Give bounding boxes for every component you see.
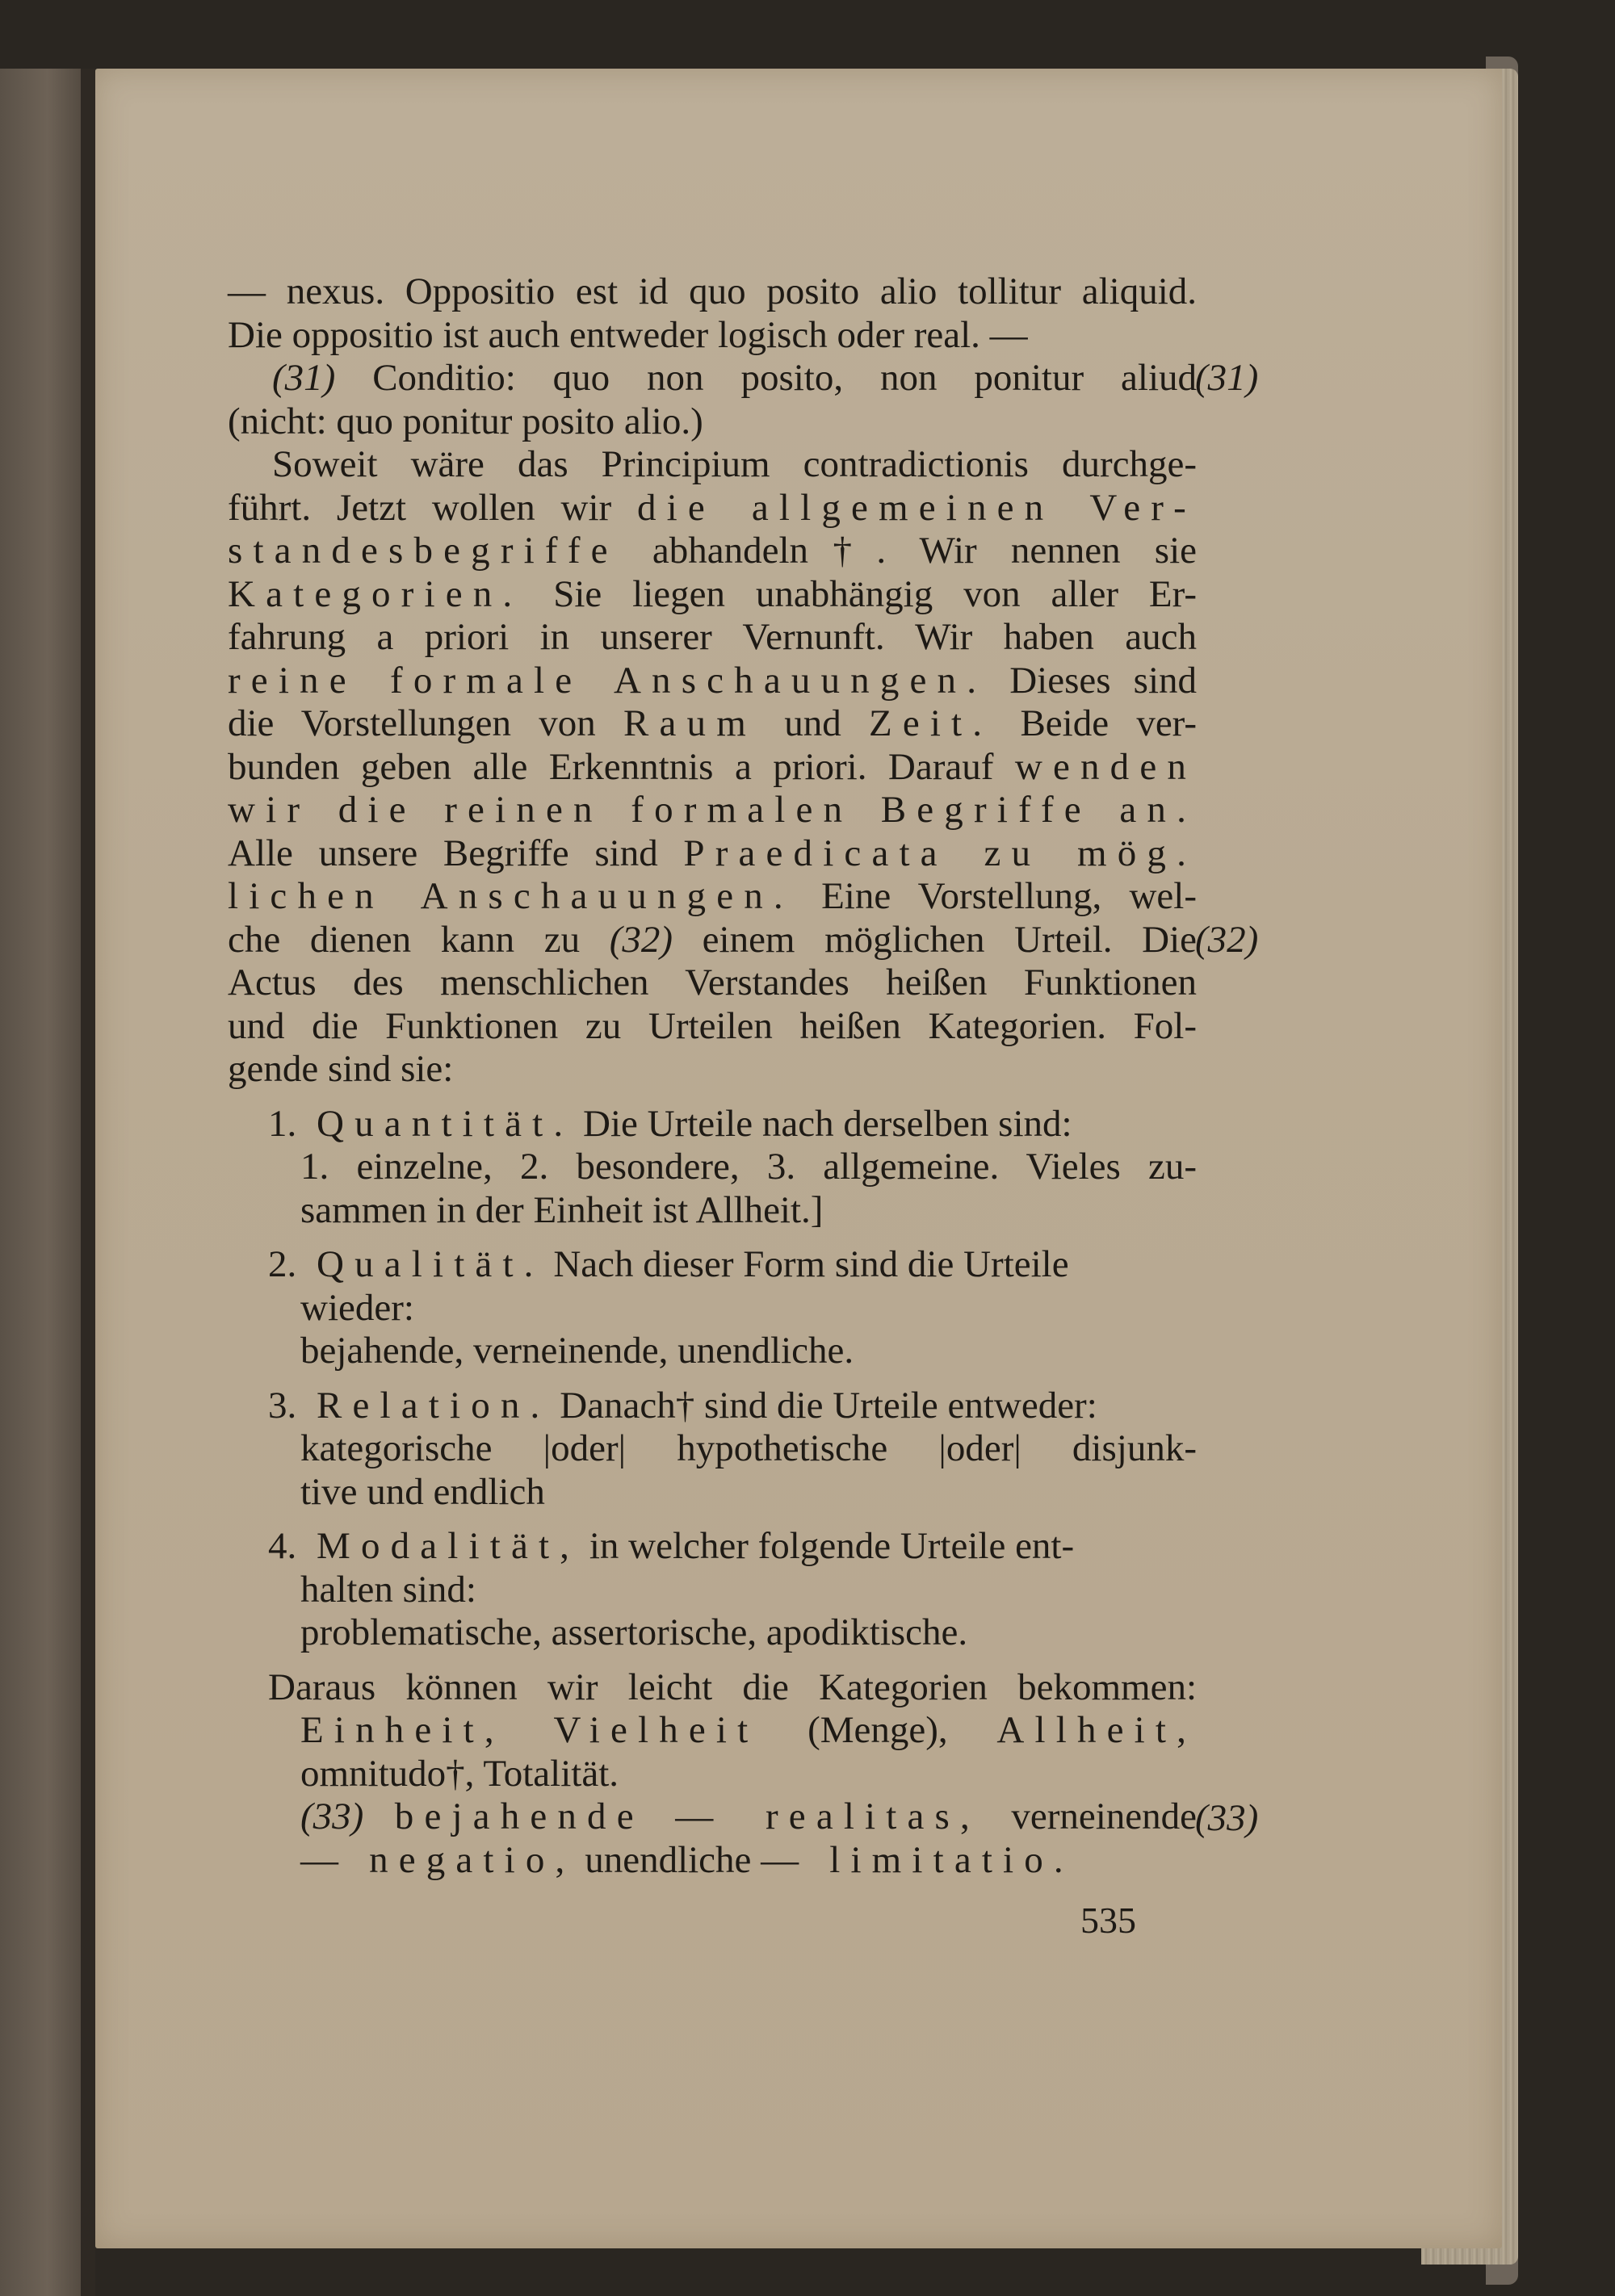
spaced-term: Qualität.	[317, 1243, 544, 1285]
spaced-term: reine formale Anschauungen.	[228, 659, 988, 702]
list-item-2	[228, 1243, 1197, 1287]
list-number: 3.	[268, 1384, 297, 1427]
text-line: Soweit wäre das Principium contradictionis durchge-	[272, 443, 1197, 485]
gutter-shadow	[81, 69, 95, 2296]
text-line	[228, 1709, 1197, 1753]
spaced-term: — limitatio.	[761, 1838, 1074, 1881]
list-number: 4.	[268, 1525, 297, 1567]
margin-ref-inline: (32)	[609, 918, 673, 961]
list-number: 1.	[268, 1102, 297, 1145]
text-line	[228, 702, 1197, 746]
text-line	[228, 832, 1197, 876]
margin-ref-32: (32)	[1195, 919, 1259, 961]
text-line	[228, 875, 1197, 919]
text-span: unendliche	[585, 1838, 752, 1881]
spaced-term: Zeit.	[868, 702, 993, 744]
spaced-term: lichen Anschauungen.	[228, 875, 794, 917]
text-line	[228, 530, 1197, 573]
text-line: Die oppositio ist auch entweder logisch oder real. —	[228, 313, 1028, 356]
spaced-term: die allgemeinen Ver-	[637, 486, 1197, 529]
list-item-4	[228, 1525, 1197, 1569]
spaced-term: standesbegriffe	[228, 530, 619, 572]
text-line	[228, 1795, 1197, 1839]
text-line: wir die reinen formalen Begriffe an.	[228, 789, 1197, 831]
list-item-1	[228, 1103, 1197, 1146]
text-line: sammen in der Einheit ist Allheit.]	[300, 1188, 824, 1231]
text-line	[228, 573, 1197, 617]
text-line: und die Funktionen zu Urteilen heißen Kategorien. Fol-	[228, 1004, 1197, 1047]
text-span: und	[784, 702, 841, 744]
text-line: Daraus können wir leicht die Kategorien bekommen:	[268, 1665, 1197, 1708]
spaced-term: Vielheit	[553, 1709, 759, 1751]
text-line	[228, 919, 1197, 962]
spaced-term: Relation.	[317, 1384, 551, 1427]
text-line: wieder:	[300, 1286, 414, 1329]
text-span: Sie liegen unabhängig von aller Er-	[553, 572, 1197, 615]
spaced-term: Quantität.	[317, 1102, 574, 1145]
text-span: Danach† sind die Urteile entweder:	[560, 1384, 1097, 1427]
text-span: Beide ver-	[1020, 702, 1198, 744]
text-line: problematische, assertorische, apodiktische.	[300, 1611, 968, 1653]
text-span: die Vorstellungen von	[228, 702, 596, 744]
spaced-term: wenden	[1014, 745, 1198, 788]
spaced-term: Kategorien.	[228, 572, 523, 615]
text-line	[228, 660, 1197, 703]
text-span: Conditio: quo non posito, non ponitur aliud	[372, 357, 1198, 399]
spaced-term: Allheit,	[996, 1709, 1197, 1751]
text-line: kategorische |oder| hypothetische |oder| disjunk-	[300, 1427, 1197, 1469]
text-span: verneinende	[1011, 1795, 1198, 1837]
margin-ref-inline: (31)	[272, 357, 336, 399]
margin-ref-inline: (33)	[300, 1795, 364, 1837]
page-text	[228, 270, 1197, 1882]
text-line: omnitudo†, Totalität.	[300, 1752, 619, 1795]
page-number: 535	[1080, 1900, 1136, 1941]
text-line: (nicht: quo ponitur posito alio.)	[228, 400, 703, 442]
text-span: bunden geben alle Erkenntnis a priori. Darauf	[228, 745, 994, 788]
text-span: einem möglichen Urteil. Die	[702, 918, 1197, 961]
text-span: Eine Vorstellung, wel-	[821, 875, 1198, 917]
margin-ref-31: (31)	[1195, 357, 1259, 399]
spaced-term: Modalität,	[317, 1525, 581, 1567]
spaced-term: Raum	[623, 702, 757, 744]
list-number: 2.	[268, 1243, 297, 1285]
text-line: 1. einzelne, 2. besondere, 3. allgemeine. Vieles zu-	[300, 1146, 1197, 1188]
list-item-3	[228, 1385, 1197, 1428]
text-line	[228, 746, 1197, 790]
spaced-term: — negatio,	[300, 1838, 576, 1881]
text-line: — nexus. Oppositio est id quo posito alio tollitur aliquid.	[228, 270, 1197, 312]
text-line	[228, 357, 1197, 400]
text-span: führt. Jetzt wollen wir	[228, 486, 612, 529]
text-line: halten sind:	[300, 1568, 476, 1611]
text-line: Actus des menschlichen Verstandes heißen Funktionen	[228, 962, 1197, 1003]
text-line: fahrung a priori in unserer Vernunft. Wir haben auch	[228, 616, 1197, 658]
text-span: Nach dieser Form sind die Urteile	[553, 1243, 1069, 1285]
text-span: (Menge),	[808, 1709, 948, 1751]
text-line: bejahende, verneinende, unendliche.	[300, 1330, 854, 1372]
text-line: tive und endlich	[300, 1470, 545, 1513]
spaced-term: bejahende	[394, 1795, 644, 1837]
text-span: Alle unsere Begriffe sind	[228, 832, 658, 874]
margin-ref-33: (33)	[1195, 1797, 1259, 1839]
spaced-term: — realitas,	[675, 1795, 980, 1837]
text-line	[228, 1839, 1197, 1883]
text-span: in welcher folgende Urteile ent-	[589, 1525, 1075, 1567]
spaced-term: Einheit,	[300, 1709, 505, 1751]
text-span: Die Urteile nach derselben sind:	[583, 1102, 1072, 1145]
text-span: abhandeln†. Wir nennen sie	[652, 530, 1197, 572]
text-span: Dieses sind	[1009, 659, 1198, 702]
text-line	[228, 487, 1197, 530]
text-line: gende sind sie:	[228, 1048, 454, 1090]
text-span: che dienen kann zu	[228, 918, 581, 961]
spaced-term: Praedicata zu mög.	[683, 832, 1198, 874]
